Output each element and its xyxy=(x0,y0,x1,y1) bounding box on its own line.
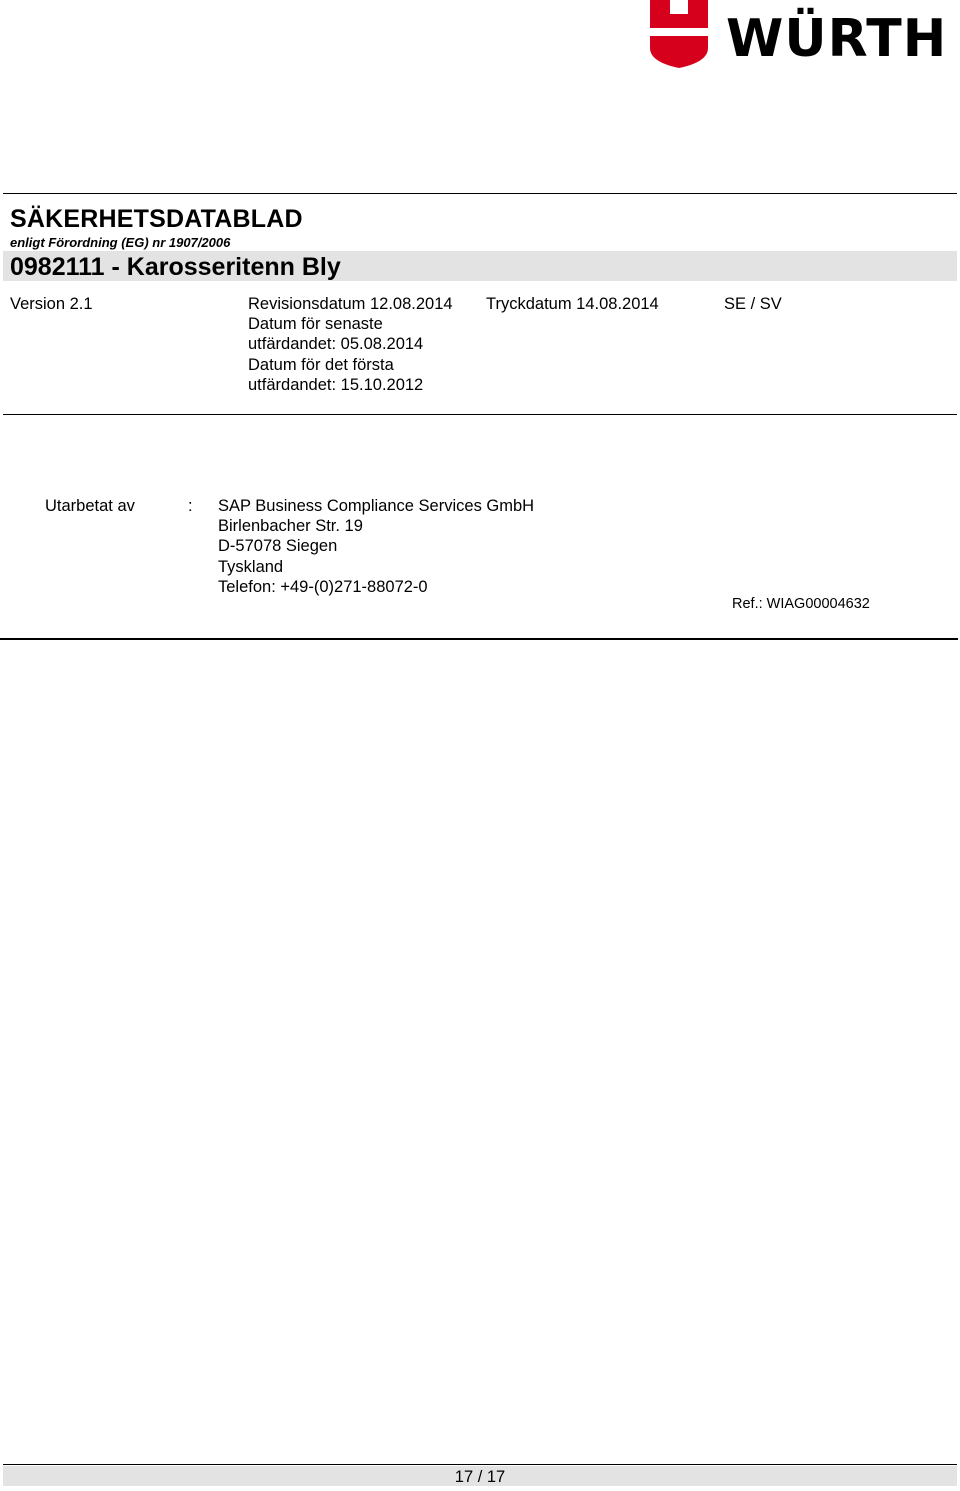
regulation-subtitle: enligt Förordning (EG) nr 1907/2006 xyxy=(10,235,231,250)
language-code: SE / SV xyxy=(724,295,782,313)
revision-line: Datum för senaste xyxy=(248,315,383,334)
address-line: Tyskland xyxy=(218,557,284,576)
revision-line: utfärdandet: 15.10.2012 xyxy=(248,375,424,394)
wurth-logo xyxy=(648,0,958,70)
address-line: Birlenbacher Str. 19 xyxy=(218,517,363,536)
address-line: Telefon: +49-(0)271-88072-0 xyxy=(218,577,428,596)
prepared-by-colon: : xyxy=(188,497,193,515)
revision-dates xyxy=(248,294,453,395)
revision-line: Revisionsdatum 12.08.2014 xyxy=(248,295,453,313)
print-date: Tryckdatum 14.08.2014 xyxy=(486,295,659,313)
footer-rule xyxy=(3,1464,957,1465)
prepared-by-label: Utarbetat av xyxy=(45,497,135,515)
document-title: SÄKERHETSDATABLAD xyxy=(10,205,303,233)
revision-line: utfärdandet: 05.08.2014 xyxy=(248,335,424,354)
prepared-by-address xyxy=(218,496,534,597)
version-label: Version 2.1 xyxy=(10,295,93,313)
section-end-rule xyxy=(0,638,958,640)
address-line: D-57078 Siegen xyxy=(218,537,338,556)
svg-text:WÜRTH: WÜRTH xyxy=(726,9,948,69)
address-line: SAP Business Compliance Services GmbH xyxy=(218,497,535,515)
page-number: 17 / 17 xyxy=(454,1468,506,1486)
meta-rule xyxy=(3,414,957,415)
header-rule xyxy=(3,193,957,194)
reference-number: Ref.: WIAG00004632 xyxy=(732,596,870,612)
revision-line: Datum för det första xyxy=(248,355,394,374)
product-name: 0982111 - Karosseritenn Bly xyxy=(10,253,341,281)
